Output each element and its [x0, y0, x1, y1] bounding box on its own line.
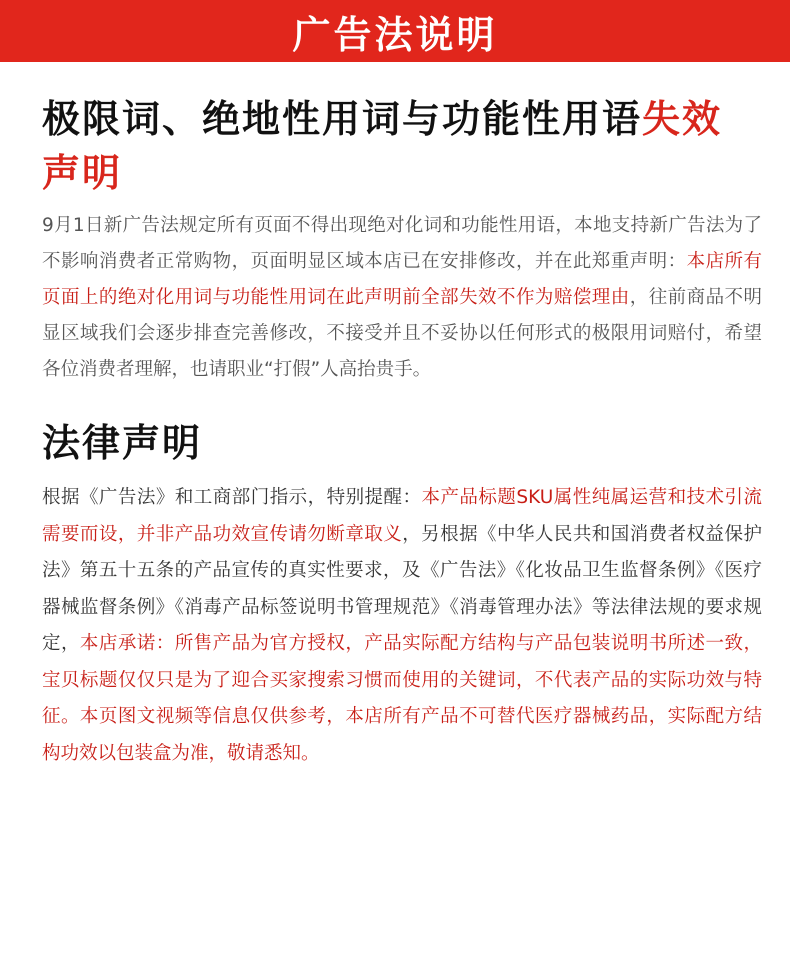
banner-title: 广告法说明 — [292, 12, 498, 57]
section1-heading-highlight: 失效声明 — [42, 97, 723, 195]
section2-para-highlight2: 本店承诺：所售产品为官方授权，产品实际配方结构与产品包装说明书所述一致，宝贝标题仅仅只是为了迎合买家搜索习惯而使用的关键词，不代表产品的实际功效与特征。本页图文视频等信息仅供参考，本店所有产品不可替代医疗器械药品，实际配方结构功效以包装盒为准，敬请悉知。 — [42, 633, 762, 764]
section1-paragraph — [42, 208, 762, 388]
section2-paragraph — [42, 480, 762, 772]
section1-para-start: 9月1日新广告法规定所有页面不得出现绝对化词和功能性用语，本地支持新广告法为了不影响消费者正常购物，页面明显区域本店已在安排修改，并在此郑重声明： — [42, 215, 762, 272]
section1-heading-main: 极限词、绝地性用词与功能性用语 — [42, 97, 643, 141]
page-content — [0, 92, 790, 772]
section1-para-highlight: 本店所有页面上的绝对化用词与功能性用词在此声明前全部失效不作为赔偿理由 — [42, 251, 762, 308]
section2-heading: 法律声明 — [42, 421, 203, 465]
header-banner — [0, 0, 790, 62]
section2-para-part3: ，另根据《中华人民共和国消费者权益保护法》第五十五条的产品宣传的真实性要求，及《广告法》《化妆品卫生监督条例》《医疗器械监督条例》《消毒产品标签说明书管理规范》《消毒管理办法》等法律法规的要求规定， — [42, 523, 762, 654]
section2-para-highlight1: 本产品标题SKU属性纯属运营和技术引流需要而设，并非产品功效宣传请勿断章取义 — [42, 487, 762, 545]
section1-para-end: ，往前商品不明显区域我们会逐步排查完善修改，不接受并且不妥协以任何形式的极限用词赔付，希望各位消费者理解，也请职业“打假”人高抬贵手。 — [42, 287, 762, 380]
section1-heading — [42, 92, 762, 200]
section2-para-part1: 根据《广告法》和工商部门指示，特别提醒： — [42, 487, 422, 508]
